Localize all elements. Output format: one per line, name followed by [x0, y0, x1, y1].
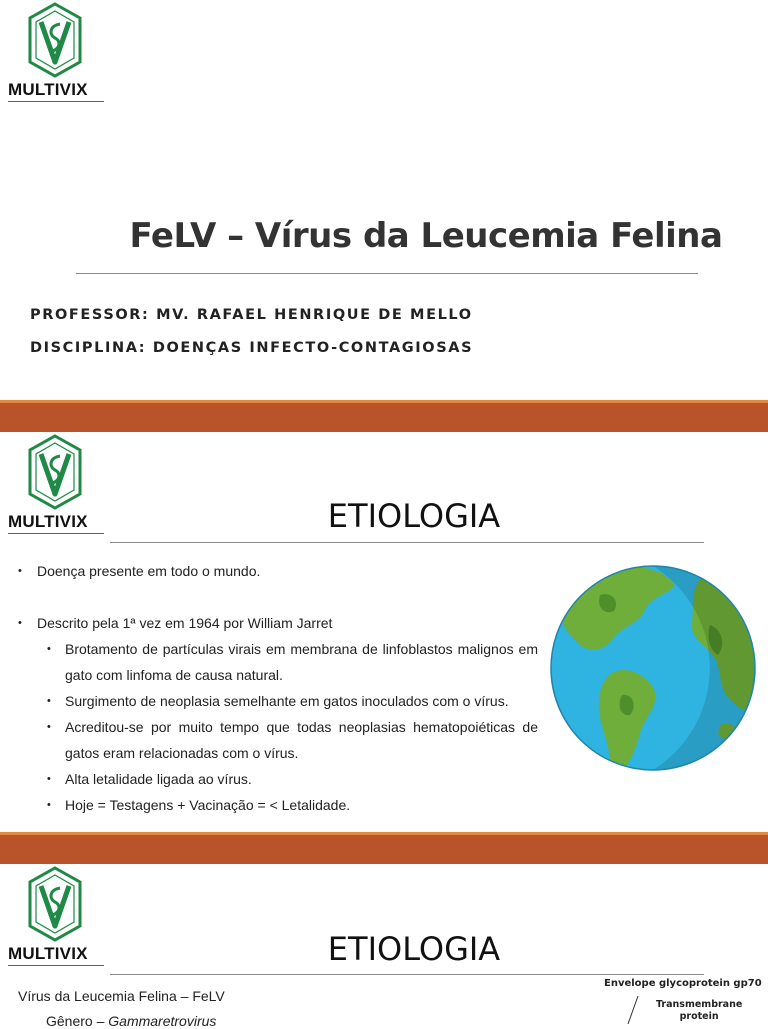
discipline-line: DISCIPLINA: DOENÇAS INFECTO-CONTAGIOSAS: [30, 340, 474, 356]
diagram-label-envelope: Envelope glycoprotein gp70: [604, 978, 762, 989]
slide-heading: ETIOLOGIA: [327, 497, 501, 535]
slide-heading: ETIOLOGIA: [327, 930, 501, 968]
logo-wordmark: MULTIVIX: [8, 80, 88, 99]
logo-wordmark: MULTIVIX: [8, 944, 88, 963]
genus-line: [46, 1013, 216, 1029]
logo-underline: [8, 101, 104, 102]
multivix-logo: [8, 2, 108, 102]
title-rule: [76, 273, 698, 274]
list-item: • Hoje = Testagens + Vacinação = < Letalidade.: [18, 792, 538, 818]
heading-rule: [110, 542, 704, 543]
presentation-title: FeLV – Vírus da Leucemia Felina: [129, 216, 723, 256]
logo-wordmark: MULTIVIX: [8, 512, 88, 531]
multivix-logo-icon: [27, 2, 83, 78]
list-item: • Alta letalidade ligada ao vírus.: [18, 766, 538, 792]
transmembrane-label-line2: protein: [679, 1011, 719, 1022]
slide-divider: [0, 832, 768, 864]
slide-divider: [0, 400, 768, 432]
virus-name-line: Vírus da Leucemia Felina – FeLV: [18, 988, 225, 1004]
slide-title: [0, 0, 768, 400]
list-item: • Descrito pela 1ª vez em 1964 por William Jarret: [18, 610, 538, 636]
genus-value: Gammaretrovirus: [108, 1013, 217, 1029]
globe-icon: [550, 565, 756, 771]
bullet-list: [18, 558, 538, 818]
genus-prefix: Gênero –: [46, 1013, 109, 1029]
list-item: • Brotamento de partículas virais em membrana de linfoblastos malignos em gato com linfoma de causa natural.: [18, 636, 538, 688]
list-item: • Doença presente em todo o mundo.: [18, 558, 538, 584]
heading-rule: [110, 974, 704, 975]
professor-line: PROFESSOR: MV. RAFAEL HENRIQUE DE MELLO: [30, 307, 473, 323]
list-item: • Surgimento de neoplasia semelhante em gatos inoculados com o vírus.: [18, 688, 538, 714]
list-item: • Acreditou-se por muito tempo que todas neoplasias hematopoiéticas de gatos eram relacionadas com o vírus.: [18, 714, 538, 766]
transmembrane-label-line1: Transmembrane: [656, 999, 743, 1010]
diagram-pointer: [624, 994, 644, 1024]
diagram-label-transmembrane: [656, 999, 742, 1023]
